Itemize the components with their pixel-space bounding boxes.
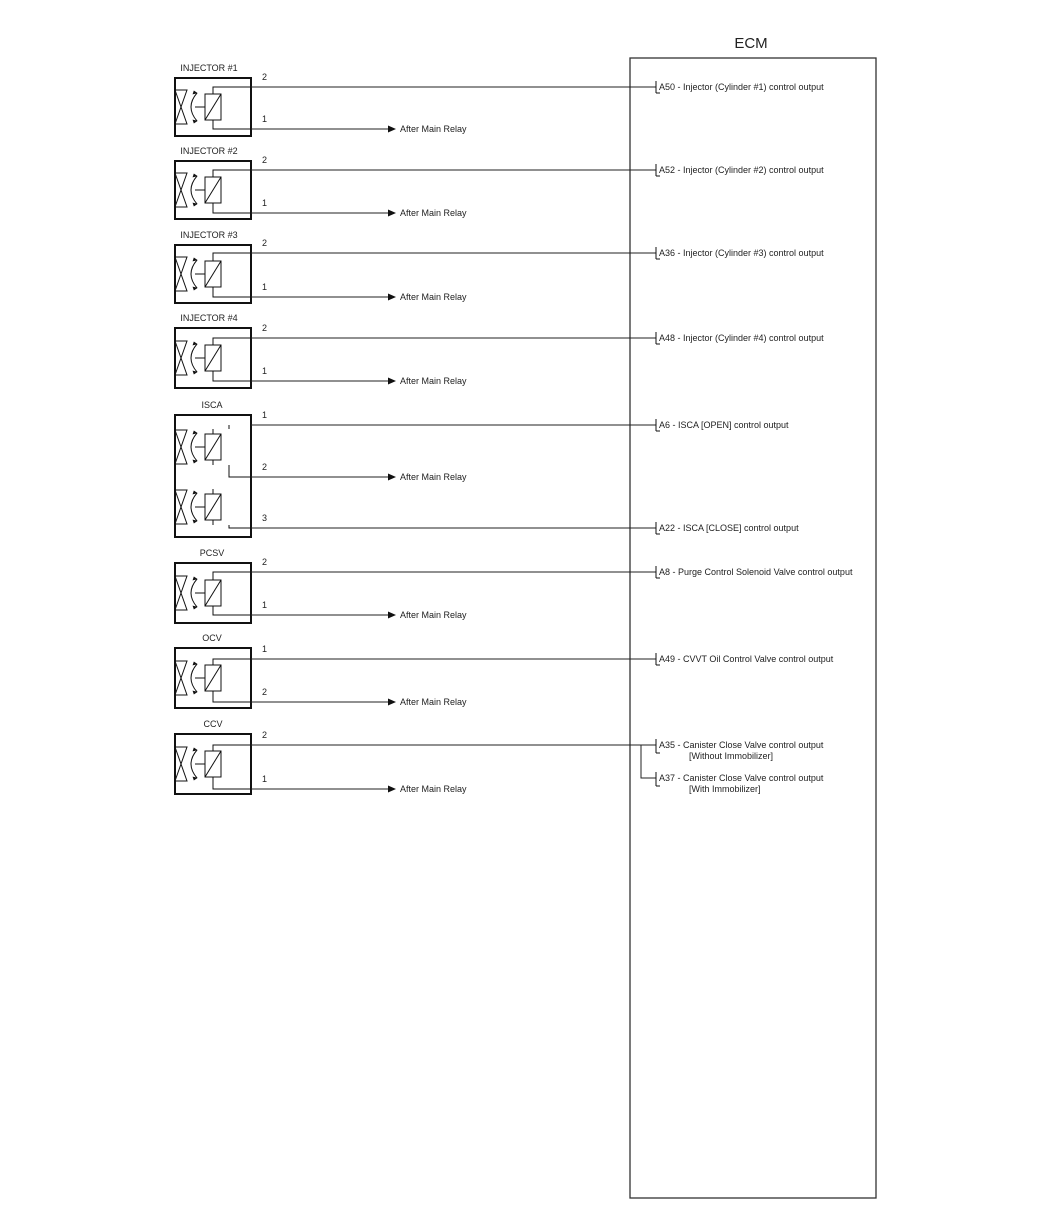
terminal-pin-number: 1 <box>262 282 268 292</box>
terminal-pin-number: 2 <box>262 687 268 697</box>
relay-label: After Main Relay <box>400 208 467 218</box>
relay-label: After Main Relay <box>400 472 467 482</box>
terminal-pin-number: 2 <box>262 155 268 165</box>
relay-label: After Main Relay <box>400 784 467 794</box>
relay-label: After Main Relay <box>400 292 467 302</box>
component-title: INJECTOR #3 <box>180 230 238 240</box>
terminal-pin-number: 1 <box>262 410 268 420</box>
terminal-pin-number: 1 <box>262 774 268 784</box>
relay-arrow-icon <box>388 699 396 706</box>
relay-arrow-icon <box>388 294 396 301</box>
terminal-pin-number: 2 <box>262 72 268 82</box>
terminal-pin-number: 1 <box>262 198 268 208</box>
ecm-pin-label: A6 - ISCA [OPEN] control output <box>659 420 789 430</box>
ecm-pin-label: A8 - Purge Control Solenoid Valve control output <box>659 567 853 577</box>
ecm-pin-label: A49 - CVVT Oil Control Valve control output <box>659 654 834 664</box>
terminal-pin-number: 1 <box>262 114 268 124</box>
relay-arrow-icon <box>388 474 396 481</box>
component-title: INJECTOR #1 <box>180 63 238 73</box>
terminal-pin-number: 2 <box>262 557 268 567</box>
terminal-pin-number: 2 <box>262 323 268 333</box>
relay-label: After Main Relay <box>400 697 467 707</box>
ecm-pin-label: A48 - Injector (Cylinder #4) control output <box>659 333 824 343</box>
terminal-pin-number: 1 <box>262 600 268 610</box>
relay-label: After Main Relay <box>400 610 467 620</box>
ecm-pin-note: [Without Immobilizer] <box>689 751 774 761</box>
ecm-pin-label: A52 - Injector (Cylinder #2) control output <box>659 165 824 175</box>
component-title: CCV <box>203 719 223 729</box>
component-title: OCV <box>202 633 222 643</box>
relay-arrow-icon <box>388 126 396 133</box>
terminal-pin-number: 1 <box>262 644 268 654</box>
ecm-pin-note: [With Immobilizer] <box>689 784 761 794</box>
terminal-pin-number: 1 <box>262 366 268 376</box>
component-title: INJECTOR #4 <box>180 313 238 323</box>
relay-arrow-icon <box>388 786 396 793</box>
ecm-pin-label: A37 - Canister Close Valve control output <box>659 773 824 783</box>
ecm-title: ECM <box>734 35 768 52</box>
ecm-pin-label: A36 - Injector (Cylinder #3) control output <box>659 248 824 258</box>
terminal-pin-number: 2 <box>262 730 268 740</box>
component-title: ISCA <box>201 400 223 410</box>
ecm-pin-label: A22 - ISCA [CLOSE] control output <box>659 523 799 533</box>
relay-arrow-icon <box>388 378 396 385</box>
relay-label: After Main Relay <box>400 376 467 386</box>
ecm-pin-label: A50 - Injector (Cylinder #1) control output <box>659 82 824 92</box>
terminal-pin-number: 2 <box>262 462 268 472</box>
relay-arrow-icon <box>388 612 396 619</box>
relay-label: After Main Relay <box>400 124 467 134</box>
ecm-module <box>630 58 876 1198</box>
component-title: INJECTOR #2 <box>180 146 238 156</box>
terminal-pin-number: 2 <box>262 238 268 248</box>
ecm-pin-label: A35 - Canister Close Valve control output <box>659 740 824 750</box>
component-title: PCSV <box>199 548 225 558</box>
terminal-pin-number: 3 <box>262 513 268 523</box>
relay-arrow-icon <box>388 210 396 217</box>
